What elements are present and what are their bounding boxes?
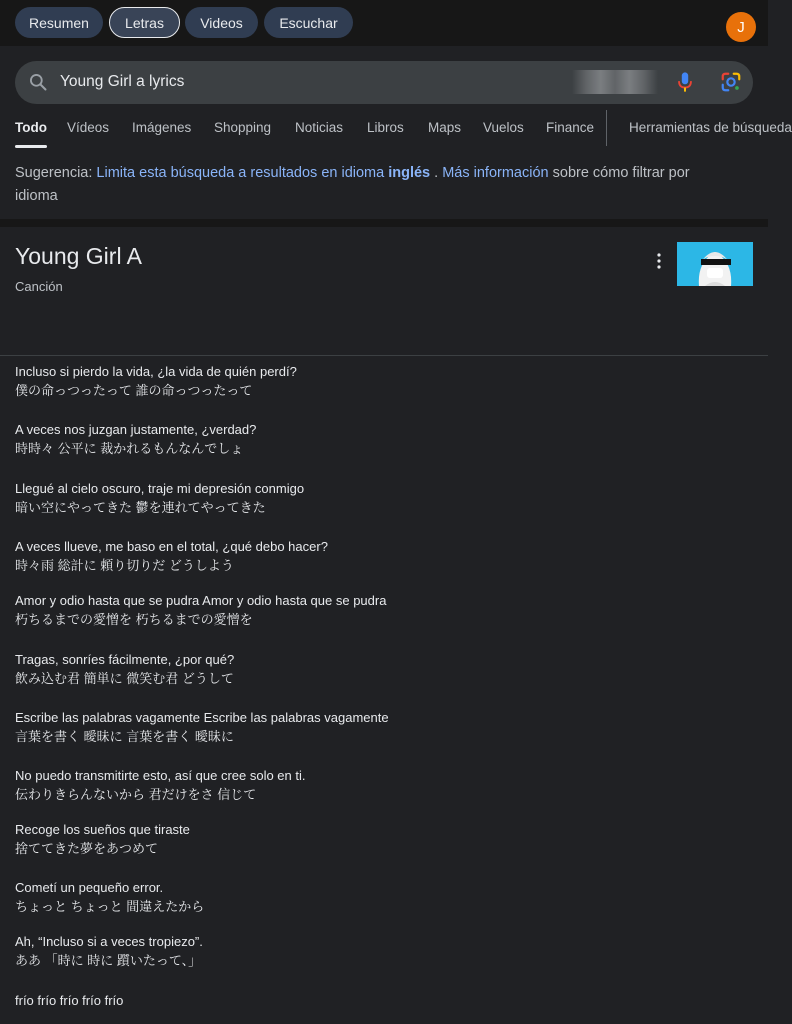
tab-images[interactable]: Imágenes — [132, 120, 192, 135]
account-avatar[interactable]: J — [726, 12, 756, 42]
lyric-original: ああ 「時に 時に 躓いたって、」 — [15, 953, 202, 968]
tab-shopping[interactable]: Shopping — [214, 120, 272, 135]
lyric-block — [15, 820, 190, 858]
lyric-original: 僕の命っつったって 誰の命っつったって — [15, 383, 253, 398]
lyric-original: 時々雨 総計に 頼り切りだ どうしよう — [15, 558, 234, 573]
lyrics-separator — [0, 355, 768, 356]
lyric-block — [15, 591, 386, 629]
lyric-original: 伝わりきらんないから 君だけをさ 信じて — [15, 787, 257, 802]
lyric-block — [15, 766, 306, 804]
lyric-translation: Recoge los sueños que tiraste — [15, 822, 190, 837]
lyric-translation: frío frío frío frío frío — [15, 993, 124, 1008]
song-title: Young Girl A — [15, 243, 143, 269]
lyric-original: 暗い空にやってきた 鬱を連れてやってきた — [15, 500, 266, 515]
lyric-translation: Tragas, sonríes fácilmente, ¿por qué? — [15, 652, 235, 667]
lyric-original: ちょっと ちょっと 間違えたから — [15, 899, 205, 914]
tabs-divider — [606, 110, 607, 146]
lyric-original: 時時々 公平に 裁かれるもんなんでしょ — [15, 441, 244, 456]
search-input[interactable]: Young Girl a lyrics — [60, 73, 185, 90]
tab-books[interactable]: Libros — [367, 120, 404, 135]
lyric-translation: Incluso si pierdo la vida, ¿la vida de quién perdí? — [15, 364, 297, 379]
lyric-translation: Llegué al cielo oscuro, traje mi depresión conmigo — [15, 481, 305, 496]
more-info-link[interactable]: Más información — [442, 165, 549, 181]
google-lens-icon[interactable] — [720, 71, 742, 93]
lyric-translation: Amor y odio hasta que se pudra Amor y odio hasta que se pudra — [15, 593, 387, 608]
lyric-translation: A veces nos juzgan justamente, ¿verdad? — [15, 422, 257, 437]
lyric-block — [15, 479, 304, 517]
song-type: Canción — [15, 279, 63, 294]
lyric-block — [15, 991, 123, 1010]
language-suggestion — [15, 162, 735, 208]
lyric-block — [15, 362, 297, 400]
lyric-translation: Escribe las palabras vagamente Escribe las palabras vagamente — [15, 710, 389, 725]
lyric-block — [15, 420, 256, 458]
lyric-original: 飲み込む君 簡単に 微笑む君 どうして — [15, 671, 234, 686]
suggestion-suffix: sobre cómo filtrar por idioma — [15, 165, 690, 204]
lyric-block — [15, 650, 234, 688]
search-icon[interactable] — [28, 72, 48, 92]
chip-listen[interactable]: Escuchar — [264, 7, 353, 38]
lyric-block — [15, 537, 328, 575]
active-tab-indicator — [15, 145, 47, 148]
thumbnail-art — [677, 242, 753, 286]
chip-lyrics[interactable]: Letras — [109, 7, 180, 38]
lyric-original: 言葉を書く 曖昧に 言葉を書く 曖昧に — [15, 729, 234, 744]
lyric-block — [15, 932, 203, 970]
lyric-block — [15, 878, 204, 916]
lyric-translation: No puedo transmitirte esto, así que cree solo en ti. — [15, 768, 306, 783]
lyric-block — [15, 708, 389, 746]
tab-news[interactable]: Noticias — [295, 120, 344, 135]
lyric-original: 捨ててきた夢をあつめて — [15, 841, 159, 856]
song-thumbnail[interactable] — [677, 242, 753, 286]
suggestion-prefix: Sugerencia: — [15, 165, 93, 181]
lyric-translation: Ah, “Incluso si a veces tropiezo”. — [15, 934, 203, 949]
chip-summary[interactable]: Resumen — [15, 7, 103, 38]
microphone-icon[interactable] — [676, 71, 694, 93]
tab-finance[interactable]: Finance — [546, 120, 595, 135]
tab-maps[interactable]: Maps — [428, 120, 462, 135]
filter-language-text: Limita esta búsqueda a resultados en idioma — [96, 165, 385, 181]
tab-flights[interactable]: Vuelos — [483, 120, 524, 135]
lyric-translation: Cometí un pequeño error. — [15, 880, 164, 895]
filter-language-bold: inglés — [388, 165, 431, 181]
section-separator — [0, 219, 768, 227]
lyric-original: 朽ちるまでの愛憎を 朽ちるまでの愛憎を — [15, 612, 253, 627]
redacted-strip — [572, 70, 658, 94]
lyric-translation: A veces llueve, me baso en el total, ¿qué debo hacer? — [15, 539, 328, 554]
search-tools-button[interactable]: Herramientas de búsqueda — [629, 120, 792, 135]
suggestion-separator: . — [434, 165, 439, 181]
tab-all[interactable]: Todo — [15, 120, 47, 135]
filter-language-link[interactable] — [96, 165, 430, 181]
tab-videos[interactable]: Vídeos — [67, 120, 110, 135]
more-options-icon[interactable] — [652, 251, 666, 271]
search-tools-clip — [629, 120, 792, 140]
chip-videos[interactable]: Videos — [185, 7, 258, 38]
